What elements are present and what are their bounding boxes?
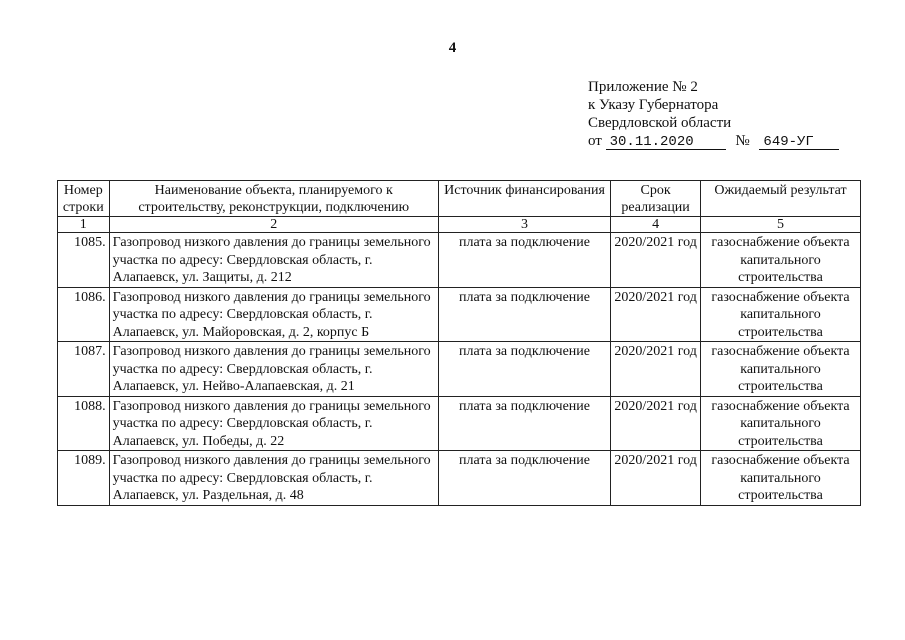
column-number: 4	[611, 217, 701, 233]
funding-source: плата за подключение	[438, 451, 610, 506]
row-number: 1088.	[58, 396, 110, 451]
object-name: Газопровод низкого давления до границы земельного участка по адресу: Свердловская область, г. Алапаевск, ул. Майоровская, д. 2, корпус Б	[109, 287, 438, 342]
table-row	[58, 287, 861, 342]
object-name: Газопровод низкого давления до границы земельного участка по адресу: Свердловская область, г. Алапаевск, ул. Защиты, д. 212	[109, 233, 438, 288]
page-number: 4	[448, 40, 457, 56]
expected-result: газоснабжение объекта капитального строительства	[700, 396, 860, 451]
objects-table	[57, 180, 861, 506]
funding-source: плата за подключение	[438, 287, 610, 342]
header-expected-result: Ожидаемый результат	[700, 181, 860, 217]
number-sign: №	[735, 133, 750, 149]
table-row	[58, 233, 861, 288]
header-funding-source: Источник финансирования	[438, 181, 610, 217]
expected-result: газоснабжение объекта капитального строительства	[700, 233, 860, 288]
term: 2020/2021 год	[611, 233, 701, 288]
table-row	[58, 396, 861, 451]
decree-number: 649-УГ	[759, 135, 839, 150]
row-number: 1089.	[58, 451, 110, 506]
expected-result: газоснабжение объекта капитального строительства	[700, 287, 860, 342]
table-row	[58, 451, 861, 506]
header-term: Срок реализации	[611, 181, 701, 217]
column-number: 1	[58, 217, 110, 233]
header-row-number: Номер строки	[58, 181, 110, 217]
funding-source: плата за подключение	[438, 396, 610, 451]
column-number: 3	[438, 217, 610, 233]
expected-result: газоснабжение объекта капитального строительства	[700, 451, 860, 506]
term: 2020/2021 год	[611, 451, 701, 506]
term: 2020/2021 год	[611, 396, 701, 451]
expected-result: газоснабжение объекта капитального строительства	[700, 342, 860, 397]
funding-source: плата за подключение	[438, 342, 610, 397]
object-name: Газопровод низкого давления до границы земельного участка по адресу: Свердловская область, г. Алапаевск, ул. Раздельная, д. 48	[109, 451, 438, 506]
column-number: 2	[109, 217, 438, 233]
decree-date: 30.11.2020	[606, 135, 726, 150]
row-number: 1085.	[58, 233, 110, 288]
appendix-decree: к Указу Губернатора	[588, 97, 719, 113]
table-row	[58, 342, 861, 397]
appendix-region: Свердловской области	[588, 115, 732, 131]
funding-source: плата за подключение	[438, 233, 610, 288]
table-header-row	[58, 181, 861, 217]
column-number-row	[58, 217, 861, 233]
row-number: 1087.	[58, 342, 110, 397]
object-name: Газопровод низкого давления до границы земельного участка по адресу: Свердловская область, г. Алапаевск, ул. Победы, д. 22	[109, 396, 438, 451]
appendix-title: Приложение № 2	[588, 79, 698, 95]
appendix-block	[588, 78, 839, 150]
date-prefix: от	[588, 133, 602, 149]
row-number: 1086.	[58, 287, 110, 342]
column-number: 5	[700, 217, 860, 233]
object-name: Газопровод низкого давления до границы земельного участка по адресу: Свердловская область, г. Алапаевск, ул. Нейво-Алапаевская, д. 21	[109, 342, 438, 397]
term: 2020/2021 год	[611, 287, 701, 342]
appendix-date-line	[588, 132, 839, 150]
term: 2020/2021 год	[611, 342, 701, 397]
header-object-name: Наименование объекта, планируемого к строительству, реконструкции, подключению	[109, 181, 438, 217]
